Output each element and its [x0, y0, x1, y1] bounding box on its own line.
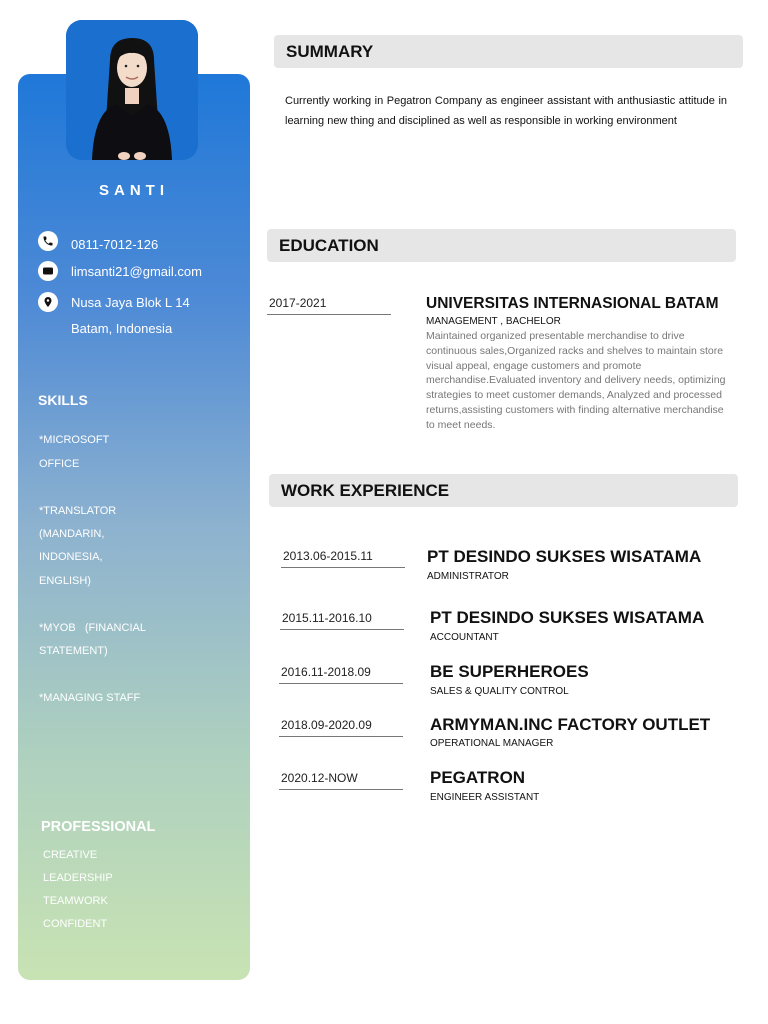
contact-email [38, 261, 202, 281]
professional-heading: PROFESSIONAL [41, 819, 156, 835]
work-heading: WORK EXPERIENCE [269, 474, 738, 507]
professional-item: CONFIDENT [43, 918, 108, 930]
job-date [281, 771, 358, 785]
summary-heading: SUMMARY [274, 35, 743, 68]
date-divider [279, 736, 403, 737]
job-company: BE SUPERHEROES [430, 662, 589, 681]
contact-phone [38, 229, 158, 252]
date-divider [279, 683, 403, 684]
job-company: ARMYMAN.INC FACTORY OUTLET [430, 715, 711, 734]
education-date-text: 2017-2021 [269, 296, 327, 310]
phone-icon [38, 231, 58, 251]
profile-photo-illustration [66, 20, 198, 160]
job-role: OPERATIONAL MANAGER [430, 738, 554, 749]
job-role: ADMINISTRATOR [427, 571, 509, 582]
job-date-text: 2020.12-NOW [281, 771, 358, 785]
date-divider [280, 629, 404, 630]
job-date [281, 718, 372, 732]
skill-line: STATEMENT) [39, 645, 108, 657]
skills-heading: SKILLS [38, 392, 88, 408]
education-heading: EDUCATION [267, 229, 736, 262]
skill-line: INDONESIA, [39, 551, 103, 563]
email-icon [38, 261, 58, 281]
date-divider [281, 567, 405, 568]
professional-item: LEADERSHIP [43, 872, 113, 884]
skill-line: *MICROSOFT [39, 434, 110, 446]
skill-line: *TRANSLATOR [39, 505, 117, 517]
job-role: SALES & QUALITY CONTROL [430, 686, 569, 697]
job-date-text: 2018.09-2020.09 [281, 718, 372, 732]
job-date [283, 549, 373, 563]
date-divider [267, 314, 391, 315]
skill-line: (MANDARIN, [39, 528, 105, 540]
job-date-text: 2015.11-2016.10 [282, 611, 372, 625]
contact-address [38, 292, 190, 312]
professional-item: TEAMWORK [43, 895, 108, 907]
email-address: limsanti21@gmail.com [71, 263, 202, 279]
education-institution: UNIVERSITAS INTERNASIONAL BATAM [426, 295, 719, 312]
address-line-2: Batam, Indonesia [71, 321, 173, 336]
summary-text: Currently working in Pegatron Company as engineer assistant with anthusiastic attitude in learning new thing and disciplined as well as responsible in working environment [285, 95, 727, 127]
skill-line: ENGLISH) [39, 575, 91, 587]
education-description: Maintained organized presentable merchandise to drive continuous sales,Organized racks and shelves to maintain store visual appeal, engage customers and promote merchandise.Evaluated inventory and delivery needs, optimizing strategies to meet customer demands, Analyzed and processed returns,assisting customers with finding alternative merchandise to meet needs. [426, 330, 726, 431]
professional-item: CREATIVE [43, 849, 98, 861]
address-line-1: Nusa Jaya Blok L 14 [71, 294, 190, 310]
location-pin-icon [38, 292, 58, 312]
job-company: PT DESINDO SUKSES WISATAMA [430, 608, 705, 627]
skill-line: *MANAGING STAFF [39, 692, 141, 704]
education-degree: MANAGEMENT , BACHELOR [426, 316, 561, 327]
skill-line: OFFICE [39, 458, 80, 470]
job-date [282, 611, 372, 625]
profile-photo [66, 20, 198, 160]
phone-number: 0811-7012-126 [71, 237, 159, 252]
education-date [269, 296, 326, 310]
job-role: ACCOUNTANT [430, 632, 499, 643]
date-divider [279, 789, 403, 790]
job-date-text: 2013.06-2015.11 [283, 549, 373, 563]
job-date [281, 665, 371, 679]
job-company: PT DESINDO SUKSES WISATAMA [427, 547, 702, 566]
profile-name: SANTI [99, 182, 169, 199]
address-line-2-row [71, 321, 172, 336]
job-date-text: 2016.11-2018.09 [281, 665, 371, 679]
job-role: ENGINEER ASSISTANT [430, 792, 540, 803]
skill-line: *MYOB (FINANCIAL [39, 622, 146, 634]
job-company: PEGATRON [430, 768, 526, 787]
